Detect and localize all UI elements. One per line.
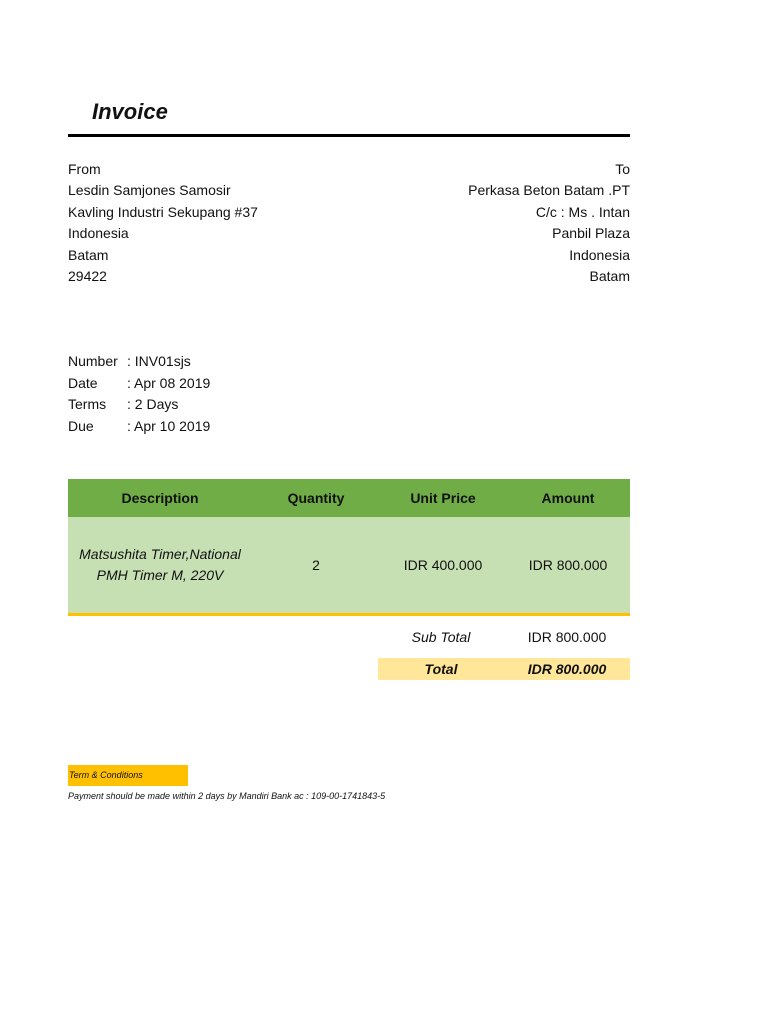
invoice-title: Invoice [92, 99, 168, 124]
to-country: Indonesia [569, 246, 630, 263]
line-items-table [68, 479, 630, 616]
terms-heading: Term & Conditions [68, 765, 188, 786]
item-unit-price: IDR 400.000 [403, 556, 483, 573]
to-company: Perkasa Beton Batam .PT [468, 182, 630, 199]
title-divider [68, 134, 630, 137]
item-quantity: 2 [312, 556, 320, 573]
meta-label: Date [68, 374, 98, 391]
item-amount: IDR 800.000 [528, 556, 608, 573]
from-postal-code: 29422 [68, 268, 107, 285]
meta-label: Number [68, 353, 118, 369]
from-street: Kavling Industri Sekupang #37 [68, 203, 258, 220]
meta-label: Terms [68, 396, 107, 412]
from-address-block [68, 159, 258, 287]
meta-value: : 2 Days [127, 396, 179, 412]
item-description-cell [68, 544, 252, 586]
total-value: IDR 800.000 [527, 661, 607, 677]
header-quantity: Quantity [287, 490, 345, 506]
from-name: Lesdin Samjones Samosir [68, 182, 231, 199]
to-street: Panbil Plaza [552, 225, 630, 242]
to-city: Batam [589, 268, 630, 285]
to-address-block [468, 159, 630, 287]
subtotal-value: IDR 800.000 [527, 629, 607, 645]
meta-value: : Apr 10 2019 [127, 417, 211, 434]
table-row [68, 517, 630, 616]
total-label: Total [424, 661, 458, 677]
meta-value: : Apr 08 2019 [127, 374, 211, 391]
terms-text: Payment should be made within 2 days by Mandiri Bank ac : 109-00-1741843-5 [68, 791, 386, 801]
header-unit-price: Unit Price [410, 490, 476, 506]
table-header-row [68, 479, 630, 517]
item-description: Matsushita Timer,National PMH Timer M, 220V [79, 546, 241, 583]
to-heading: To [615, 161, 630, 177]
meta-value: : INV01sjs [127, 353, 191, 369]
from-country: Indonesia [68, 225, 129, 242]
from-heading: From [68, 161, 101, 177]
to-contact: C/c : Ms . Intan [535, 203, 630, 220]
subtotal-label: Sub Total [411, 629, 471, 645]
from-city: Batam [68, 246, 109, 263]
meta-label: Due [68, 417, 94, 434]
header-description: Description [121, 490, 199, 506]
header-amount: Amount [541, 490, 595, 506]
